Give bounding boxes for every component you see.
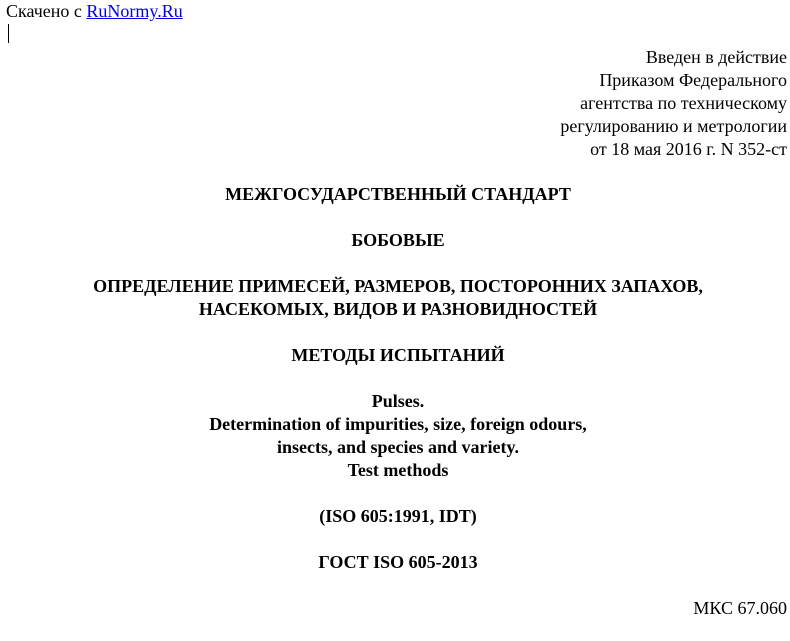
english-line: insects, and species and variety. (276, 437, 519, 457)
download-notice (6, 0, 183, 23)
intro-line: регулированию и метрологии (560, 116, 787, 136)
mks-code: МКС 67.060 (693, 598, 787, 618)
intro-line: от 18 мая 2016 г. N 352-ст (590, 139, 787, 159)
title-line: ОПРЕДЕЛЕНИЕ ПРИМЕСЕЙ, РАЗМЕРОВ, ПОСТОРОННИХ ЗАПАХОВ, (93, 276, 703, 296)
iso-reference: (ISO 605:1991, IDT) (319, 506, 477, 526)
document-title (0, 275, 790, 321)
introduction-block (560, 46, 787, 161)
english-line: Determination of impurities, size, foreign odours, (209, 414, 587, 434)
text-cursor (8, 24, 9, 43)
english-title (0, 390, 790, 482)
intro-line: Введен в действие (645, 47, 787, 67)
intro-line: агентства по техническому (580, 93, 787, 113)
gost-designation: ГОСТ ISO 605-2013 (318, 552, 478, 572)
english-line: Test methods (347, 460, 449, 480)
standard-type-heading: МЕЖГОСУДАРСТВЕННЫЙ СТАНДАРТ (225, 184, 571, 204)
methods-heading: МЕТОДЫ ИСПЫТАНИЙ (291, 345, 505, 365)
download-prefix: Скачено с (6, 1, 82, 21)
english-line: Pulses. (371, 391, 425, 411)
site-link[interactable]: RuNormy.Ru (86, 1, 183, 21)
title-line: НАСЕКОМЫХ, ВИДОВ И РАЗНОВИДНОСТЕЙ (198, 299, 598, 319)
intro-line: Приказом Федерального (599, 70, 787, 90)
subject-heading: БОБОВЫЕ (351, 230, 445, 250)
